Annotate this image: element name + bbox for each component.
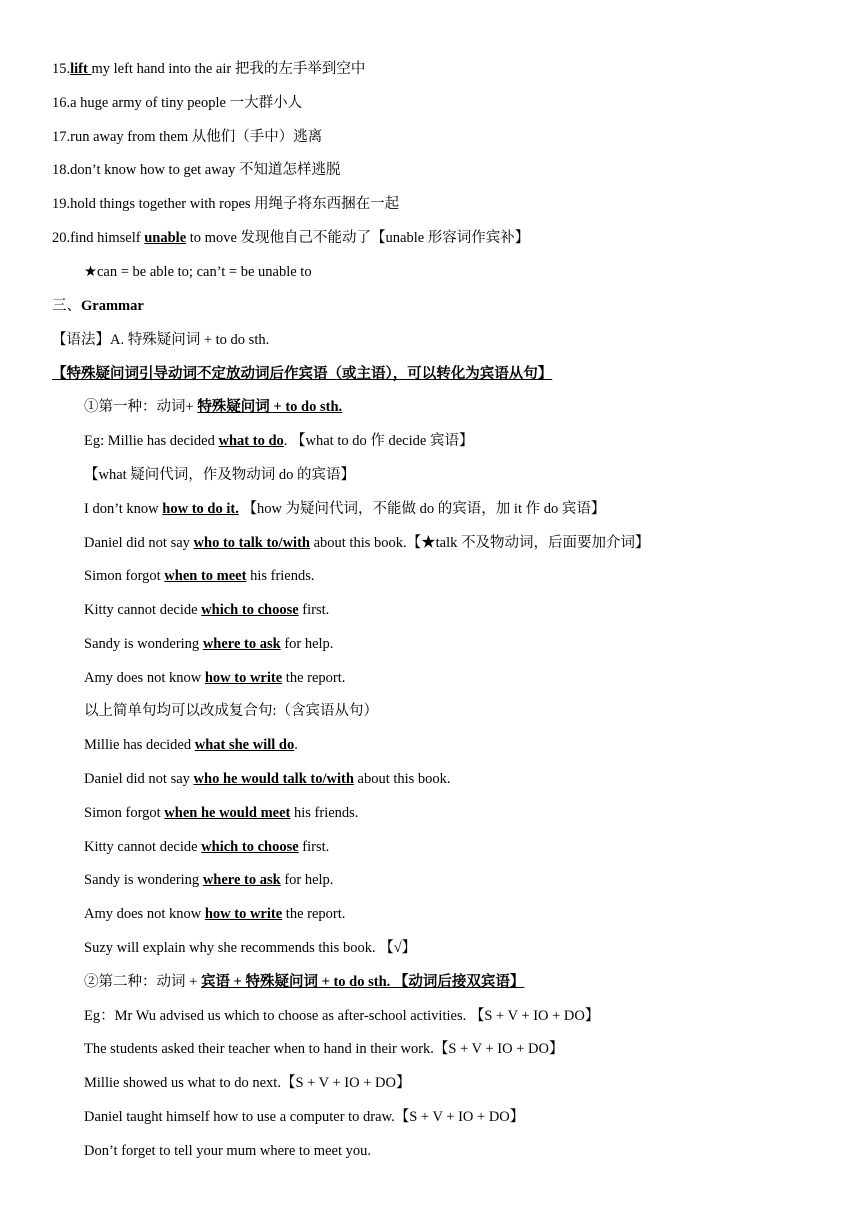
example-line [84,668,345,688]
pattern: 宾语 + 特殊疑问词 + to do sth. 【动词后接双宾语】 [200,974,525,990]
example-line: Suzy will explain why she recommends this book. 【√】 [84,940,417,956]
keyword: what she will do [194,737,295,753]
keyword: when to meet [164,568,247,584]
example-text: 【how 为疑问代词，不能做 do 的宾语，加 it 作 do 宾语】 [238,501,606,517]
vocab-number: 15. [52,61,71,77]
example-line: 以上简单句均可以改成复合句:（含宾语从句） [84,703,379,719]
example-text: Simon forgot [84,568,165,584]
keyword: who to talk to/with [193,535,310,551]
example-text: first. [298,602,330,618]
rule-heading: 【特殊疑问词引导动词不定放动词后作宾语（或主语），可以转化为宾语从句】 [52,366,553,382]
keyword: when he would meet [164,805,291,821]
keyword: unable [144,230,187,246]
vocab-item-15 [52,59,365,79]
example-text: I don’t know [84,501,163,517]
keyword: how to write [204,906,283,922]
keyword: lift [70,61,92,77]
keyword: who he would talk to/with [193,771,354,787]
type-label: ②第二种：动词 + [84,974,201,990]
example-line [84,735,298,755]
grammar-a-heading: 【语法】A. 特殊疑问词 + to do sth. [52,332,270,348]
example-text: . [294,737,298,753]
section-number: 三、 [52,298,81,314]
example-text: Amy does not know [84,670,205,686]
example-line [84,870,333,890]
example-line: Millie showed us what to do next.【S + V + IO + DO】 [84,1075,411,1091]
vocab-item-20 [52,228,529,248]
pattern: 特殊疑问词 + to do sth. [197,399,343,415]
example-text: Simon forgot [84,805,165,821]
example-line [84,803,358,823]
vocab-note: ★can = be able to; can’t = be unable to [84,264,312,280]
example-text: Sandy is wondering [84,636,203,652]
vocab-text: my left hand into the air 把我的左手举到空中 [91,61,366,77]
example-text: the report. [282,906,346,922]
example-line [84,600,329,620]
example-text: . 【what to do 作 decide 宾语】 [283,433,474,449]
example-line: The students asked their teacher when to hand in their work.【S + V + IO + DO】 [84,1041,564,1057]
example-line: Don’t forget to tell your mum where to meet you. [84,1143,371,1159]
vocab-item-18: 18.don’t know how to get away 不知道怎样逃脱 [52,162,341,178]
vocab-item-16: 16.a huge army of tiny people 一大群小人 [52,95,303,111]
vocab-item-17: 17.run away from them 从他们（手中）逃离 [52,129,323,145]
example-text: Sandy is wondering [84,872,203,888]
example-text: for help. [280,636,334,652]
example-text: his friends. [290,805,359,821]
example-text: for help. [280,872,334,888]
keyword: which to choose [201,602,299,618]
keyword: how to write [204,670,283,686]
keyword: how to do it. [162,501,239,517]
keyword: where to ask [202,872,281,888]
example-line [84,431,473,451]
example-line [84,566,315,586]
vocab-item-19: 19.hold things together with ropes 用绳子将东西捆在一起 [52,196,400,212]
example-text: his friends. [246,568,315,584]
example-line [84,634,333,654]
vocab-text: 20.find himself [52,230,145,246]
type-label: ①第一种：动词+ [84,399,198,415]
example-text: about this book.【★talk 不及物动词，后面要加介词】 [309,535,650,551]
example-line: 【what 疑问代词，作及物动词 do 的宾语】 [84,467,356,483]
keyword: what to do [218,433,284,449]
section-title: Grammar [81,298,144,314]
example-text: Kitty cannot decide [84,602,202,618]
example-text: Eg: Millie has decided [84,433,219,449]
keyword: where to ask [202,636,281,652]
example-text: about this book. [353,771,451,787]
example-text: first. [298,839,330,855]
type2-heading [84,972,524,992]
example-text: Daniel did not say [84,771,194,787]
example-text: Kitty cannot decide [84,839,202,855]
example-text: Millie has decided [84,737,195,753]
example-line [84,499,605,519]
type1-heading [84,397,342,417]
vocab-text: to move 发现他自己不能动了【unable 形容词作宾补】 [186,230,530,246]
example-line [84,837,329,857]
example-line: Daniel taught himself how to use a computer to draw.【S + V + IO + DO】 [84,1109,525,1125]
example-line [84,533,650,553]
example-line: Eg：Mr Wu advised us which to choose as after-school activities. 【S + V + IO + DO】 [84,1008,600,1024]
keyword: which to choose [201,839,299,855]
example-text: Daniel did not say [84,535,194,551]
example-line [84,904,345,924]
example-text: the report. [282,670,346,686]
section-heading [52,296,144,316]
example-line [84,769,451,789]
example-text: Amy does not know [84,906,205,922]
